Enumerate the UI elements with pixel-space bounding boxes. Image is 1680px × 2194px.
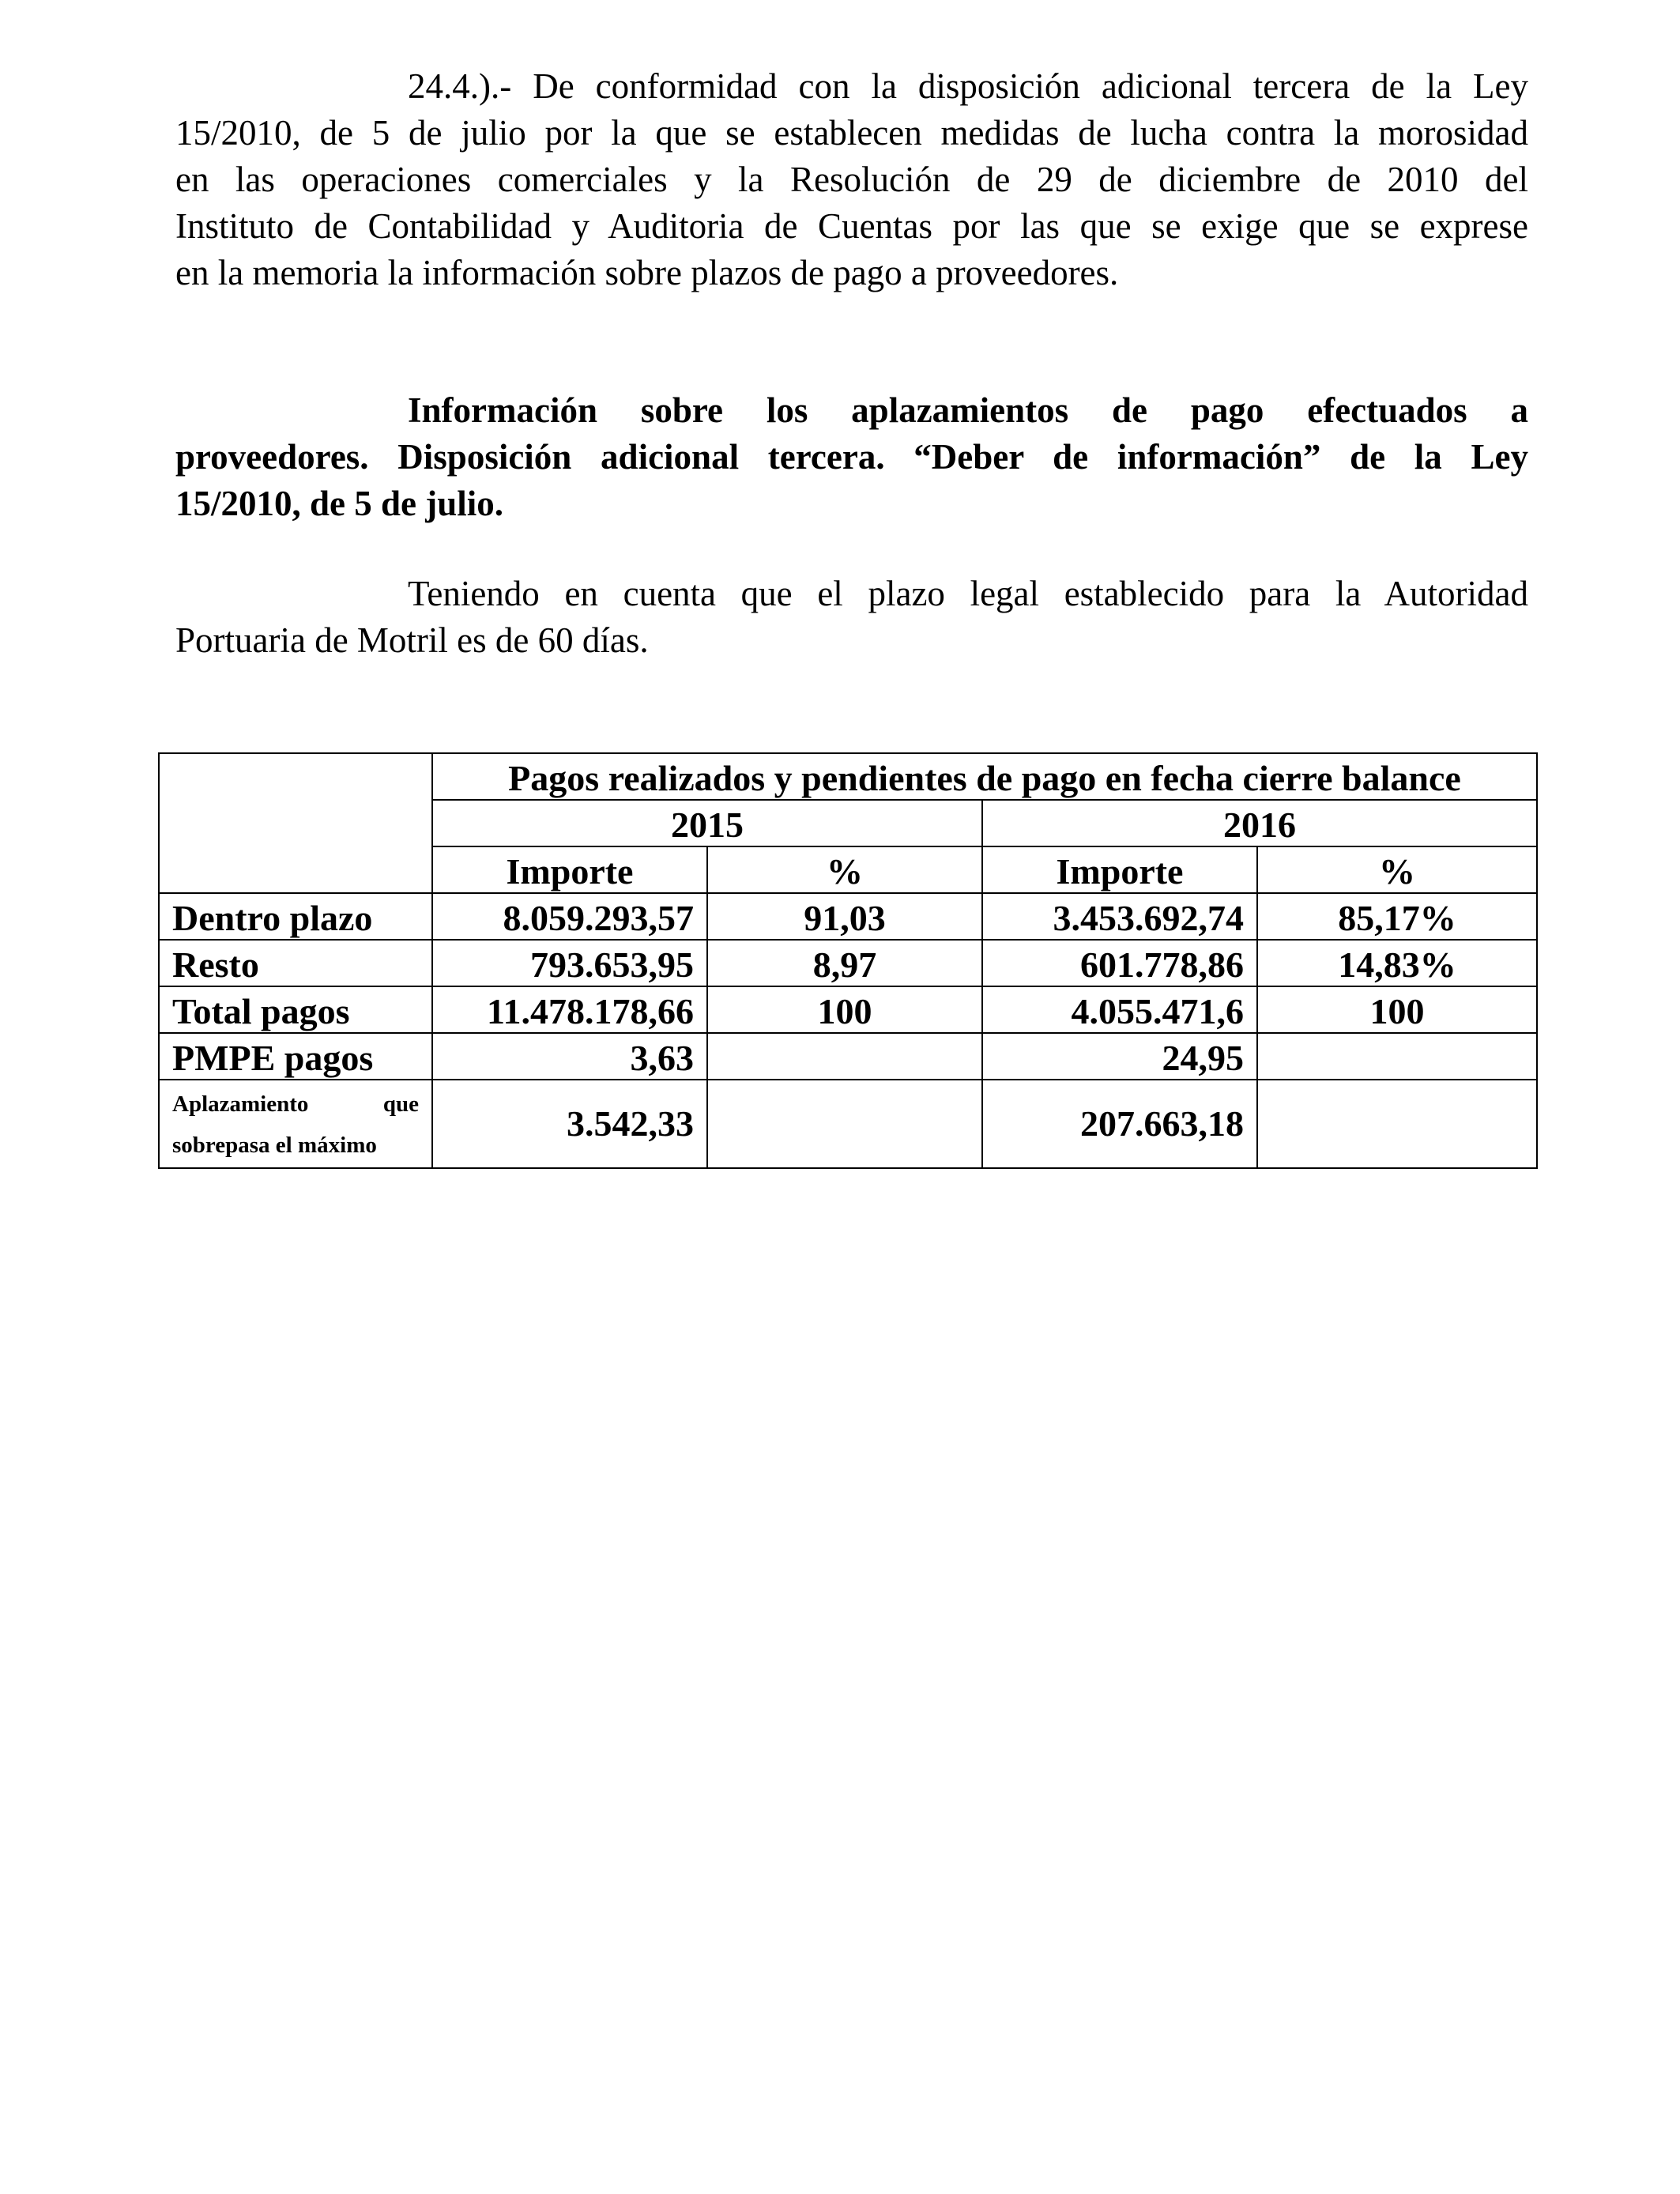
cell-percent-2016 [1257,1033,1537,1080]
row-label-line: Aplazamiento que [172,1091,419,1117]
year-header-2015: 2015 [432,800,982,846]
cell-percent-2016: 100 [1257,986,1537,1033]
row-label: Dentro plazo [159,893,432,940]
cell-importe-2016: 207.663,18 [982,1080,1257,1168]
cell-percent-2016: 85,17% [1257,893,1537,940]
cell-importe-2015: 8.059.293,57 [432,893,707,940]
cell-percent-2016 [1257,1080,1537,1168]
column-header-percent-2016: % [1257,846,1537,893]
table-row [159,1080,1537,1168]
intro-line: 24.4.).- De conformidad con la disposición adicional tercera de la Ley [408,66,1528,106]
column-header-percent-2015: % [707,846,982,893]
cell-importe-2015: 3,63 [432,1033,707,1080]
cell-percent-2015: 91,03 [707,893,982,940]
cell-percent-2015 [707,1033,982,1080]
intro-line: en las operaciones comerciales y la Resolución de 29 de diciembre de 2010 del [175,160,1528,199]
cell-importe-2016: 24,95 [982,1033,1257,1080]
cell-importe-2016: 3.453.692,74 [982,893,1257,940]
note-paragraph [175,571,1528,664]
cell-importe-2016: 601.778,86 [982,940,1257,986]
column-header-importe-2016: Importe [982,846,1257,893]
cell-importe-2015: 11.478.178,66 [432,986,707,1033]
table-row [159,893,1537,940]
row-label: Resto [159,940,432,986]
cell-percent-2015 [707,1080,982,1168]
cell-percent-2015: 100 [707,986,982,1033]
intro-line: Instituto de Contabilidad y Auditoria de Cuentas por las que se exige que se exprese [175,206,1528,246]
cell-percent-2016: 14,83% [1257,940,1537,986]
payments-table [158,752,1538,1169]
year-header-2016: 2016 [982,800,1537,846]
cell-importe-2015: 3.542,33 [432,1080,707,1168]
row-label: Total pagos [159,986,432,1033]
cell-importe-2015: 793.653,95 [432,940,707,986]
table-row [159,940,1537,986]
intro-line: en la memoria la información sobre plazos de pago a proveedores. [175,253,1119,292]
table-corner-cell [159,753,432,893]
intro-paragraph [175,63,1528,296]
row-label [159,1080,432,1168]
cell-percent-2015: 8,97 [707,940,982,986]
intro-line: 15/2010, de 5 de julio por la que se establecen medidas de lucha contra la morosidad [175,113,1528,153]
cell-importe-2016: 4.055.471,6 [982,986,1257,1033]
note-line: Teniendo en cuenta que el plazo legal establecido para la Autoridad [408,574,1528,613]
row-label: PMPE pagos [159,1033,432,1080]
note-line: Portuaria de Motril es de 60 días. [175,620,649,660]
table-row [159,986,1537,1033]
heading-line: Información sobre los aplazamientos de pago efectuados a [408,390,1528,430]
table-row [159,1033,1537,1080]
section-heading [175,387,1528,527]
heading-line: proveedores. Disposición adicional tercera. “Deber de información” de la Ley [175,437,1528,477]
row-label-line: sobrepasa el máximo [172,1133,377,1158]
heading-line: 15/2010, de 5 de julio. [175,484,504,523]
table-title: Pagos realizados y pendientes de pago en fecha cierre balance [432,753,1537,800]
column-header-importe-2015: Importe [432,846,707,893]
